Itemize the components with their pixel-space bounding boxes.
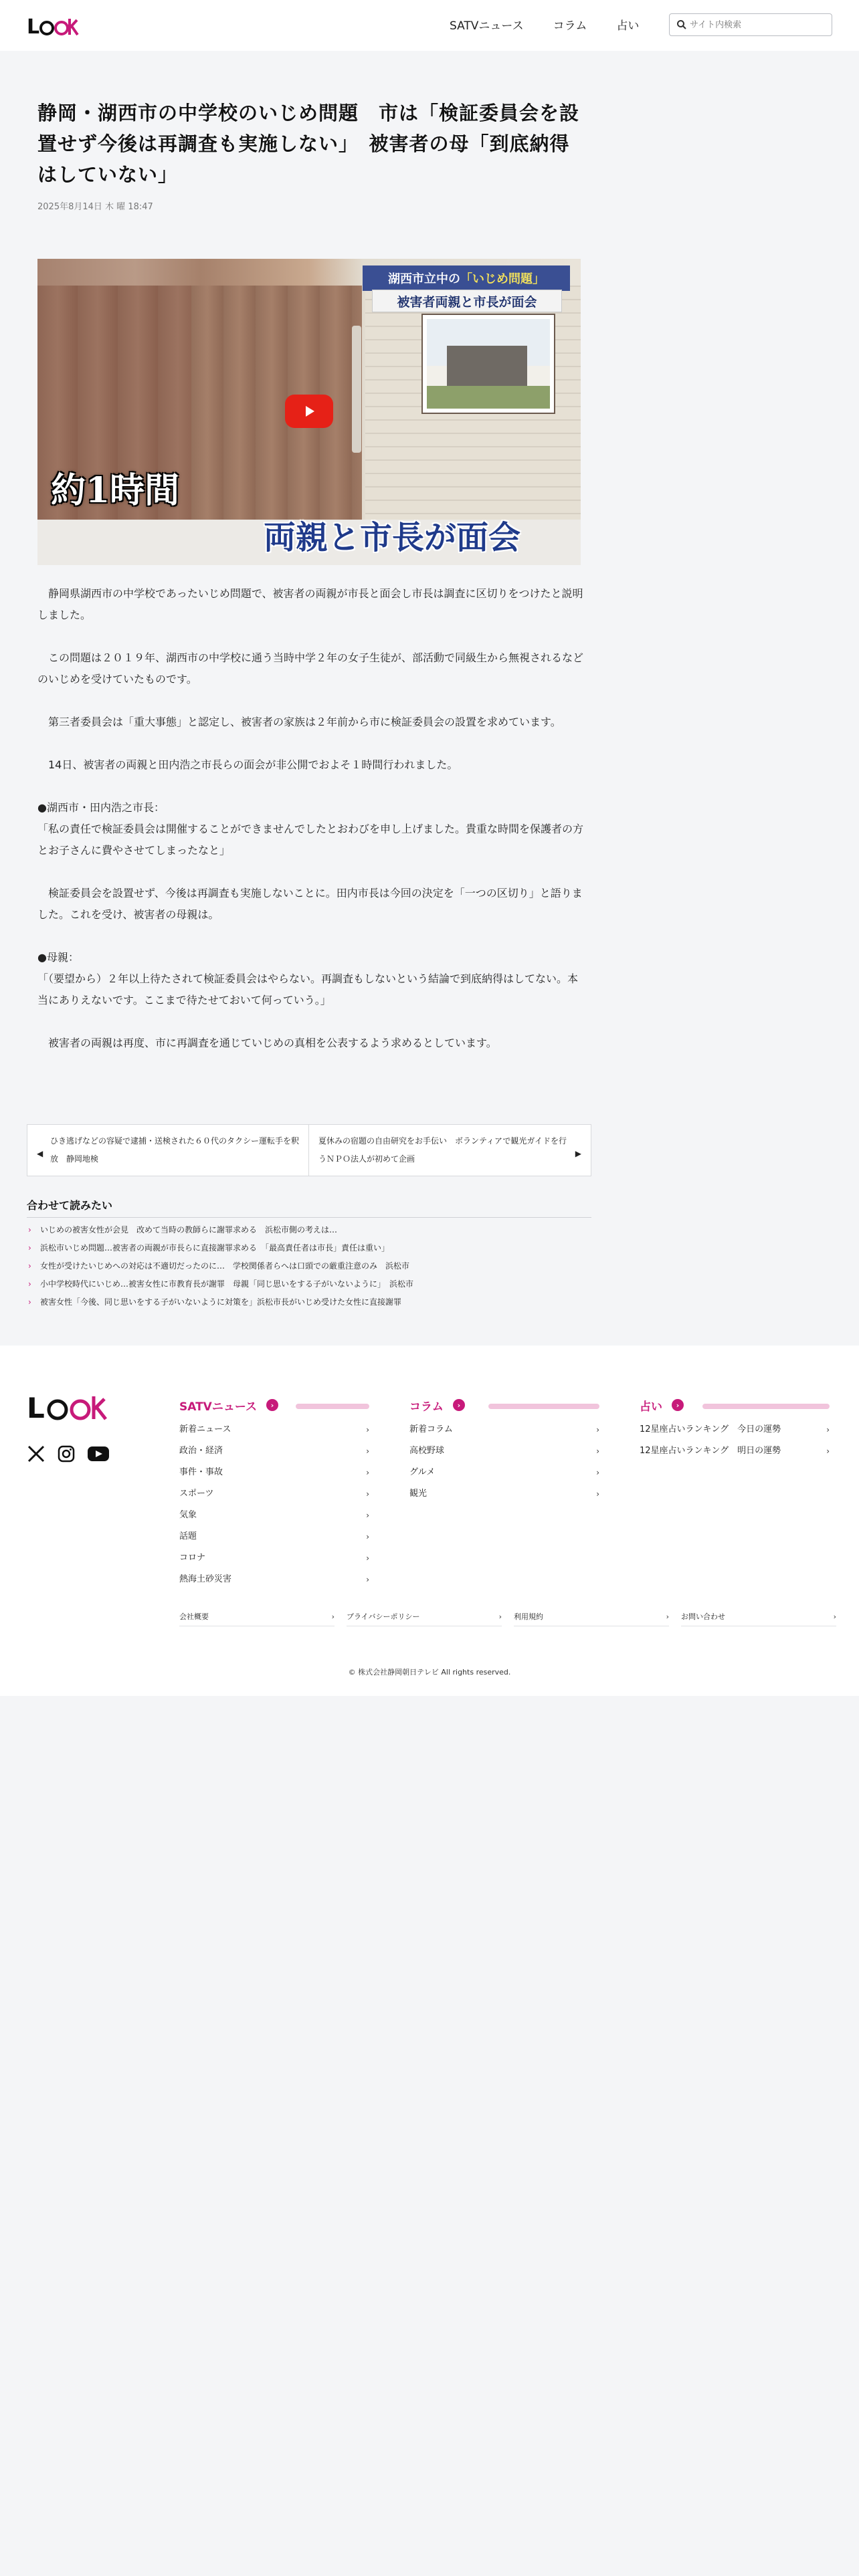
related-item-label: いじめの被害女性が会見 改めて当時の教師らに謝罪求める 浜松市側の考えは… xyxy=(40,1225,338,1235)
footer-col-heading-label: コラム xyxy=(409,1400,444,1414)
footer-bottom-label: プライバシーポリシー xyxy=(347,1612,420,1621)
chevron-right-icon: › xyxy=(826,1446,830,1456)
chevron-right-icon: › xyxy=(28,1297,31,1307)
next-article-link[interactable] xyxy=(309,1125,591,1176)
site-footer xyxy=(0,1346,859,1696)
video-door-handle xyxy=(352,326,361,453)
next-arrow-icon: ▶ xyxy=(575,1149,581,1158)
related-item-label: 小中学校時代にいじめ…被害女性に市教育長が謝罪 母親「同じ思いをする子がいないように」 浜松市 xyxy=(40,1279,414,1289)
chevron-right-icon: › xyxy=(366,1511,369,1520)
youtube-play-button[interactable] xyxy=(285,395,333,428)
footer-col-heading-label: 占い xyxy=(640,1400,662,1414)
footer-col-news xyxy=(179,1395,369,1590)
related-divider xyxy=(27,1217,591,1218)
chevron-right-icon: › xyxy=(366,1425,369,1434)
footer-col-heading[interactable] xyxy=(640,1395,830,1415)
article-paragraph: ●湖西市・田内浩之市長： 「私の責任で検証委員会は開催することができませんでしたとおわびを申し上げました。貴重な時間を保護者の方とお子さんに費やさせてしまったなと」 xyxy=(37,801,584,857)
footer-link-label: 熱海土砂災害 xyxy=(179,1574,232,1584)
footer-link[interactable] xyxy=(409,1483,599,1505)
video-caption-left: 約1時間 xyxy=(51,470,180,511)
footer-link[interactable] xyxy=(409,1419,599,1440)
video-caption-right: 両親と市長が面会 xyxy=(264,519,521,556)
search-icon xyxy=(676,19,687,30)
play-icon xyxy=(301,403,317,419)
footer-contact-link[interactable] xyxy=(681,1608,836,1626)
footer-col-fortune xyxy=(640,1395,830,1462)
footer-link-label: 気象 xyxy=(179,1510,197,1520)
footer-link-label: 話題 xyxy=(179,1531,197,1541)
video-framed-photo xyxy=(423,315,554,413)
chevron-right-icon: › xyxy=(666,1612,669,1621)
footer-link[interactable] xyxy=(179,1462,369,1483)
footer-company-link[interactable] xyxy=(179,1608,335,1626)
main-nav xyxy=(450,16,668,33)
chevron-right-icon: › xyxy=(596,1446,599,1456)
footer-link-label: 高校野球 xyxy=(409,1446,445,1456)
svg-text:L: L xyxy=(27,15,40,37)
footer-link[interactable] xyxy=(179,1505,369,1526)
chevron-right-icon: › xyxy=(498,1612,502,1621)
footer-bottom-links xyxy=(179,1608,848,1626)
chevron-right-icon: › xyxy=(28,1279,31,1289)
footer-col-column xyxy=(409,1395,599,1505)
article-paragraph: 被害者の両親は再度、市に再調査を通じていじめの真相を公表するよう求めるとしています。 xyxy=(37,1037,497,1049)
video-player[interactable] xyxy=(37,259,581,565)
related-item[interactable] xyxy=(27,1239,591,1257)
video-banner-title xyxy=(363,265,570,291)
copyright: © 株式会社静岡朝日テレビ All rights reserved. xyxy=(348,1668,511,1677)
heading-bar xyxy=(702,1404,830,1409)
related-item[interactable] xyxy=(27,1221,591,1239)
chevron-right-icon: › xyxy=(266,1399,278,1411)
article-date: 2025年8月14日 木 曜 18:47 xyxy=(37,202,153,212)
youtube-icon[interactable] xyxy=(87,1445,110,1463)
footer-link[interactable] xyxy=(179,1440,369,1462)
footer-bottom-label: お問い合わせ xyxy=(681,1612,725,1621)
footer-col-heading[interactable] xyxy=(409,1395,599,1415)
look-logo-icon xyxy=(27,15,80,37)
chevron-right-icon: › xyxy=(366,1468,369,1477)
related-heading: 合わせて読みたい xyxy=(27,1199,113,1212)
article-paragraph: この問題は２０１９年、湖西市の中学校に通う当時中学２年の女子生徒が、部活動で同級生から無視されるなどのいじめを受けていたものです。 xyxy=(37,651,584,685)
chevron-right-icon: › xyxy=(366,1553,369,1563)
footer-privacy-link[interactable] xyxy=(347,1608,502,1626)
footer-link[interactable] xyxy=(179,1483,369,1505)
chevron-right-icon: › xyxy=(833,1612,836,1621)
x-icon[interactable] xyxy=(27,1444,45,1463)
related-item[interactable] xyxy=(27,1257,591,1275)
article-paragraph: 検証委員会を設置せず、今後は再調査も実施しないことに。田内市長は今回の決定を「一つの区切り」と語りました。これを受け、被害者の母親は。 xyxy=(37,887,583,921)
footer-col-heading-label: SATVニュース xyxy=(179,1400,257,1414)
footer-link-label: スポーツ xyxy=(179,1489,214,1499)
footer-link[interactable] xyxy=(640,1419,830,1440)
chevron-right-icon: › xyxy=(826,1425,830,1434)
footer-link-label: 12星座占いランキング 今日の運勢 xyxy=(640,1424,781,1434)
next-article-title: 夏休みの宿題の自由研究をお手伝い ボランティアで観光ガイドを行うＮＰＯ法人が初めて企画 xyxy=(318,1136,567,1164)
chevron-right-icon: › xyxy=(28,1261,31,1271)
heading-bar xyxy=(488,1404,599,1409)
article-paragraph: 14日、被害者の両親と田内浩之市長らの面会が非公開でおよそ１時間行われました。 xyxy=(37,758,458,771)
prev-article-title: ひき逃げなどの容疑で逮捕・送検された６０代のタクシー運転手を釈放 静岡地検 xyxy=(50,1136,300,1164)
instagram-icon[interactable] xyxy=(58,1445,75,1463)
search-box[interactable] xyxy=(669,13,832,36)
search-input[interactable] xyxy=(690,20,824,30)
video-banner-sub: 被害者両親と市長が面会 xyxy=(372,290,562,312)
look-logo-icon xyxy=(27,1392,110,1422)
footer-link-label: 政治・経済 xyxy=(179,1446,223,1456)
article-body xyxy=(37,583,583,1075)
footer-link[interactable] xyxy=(409,1462,599,1483)
footer-logo[interactable] xyxy=(27,1392,110,1422)
related-item[interactable] xyxy=(27,1293,591,1311)
chevron-right-icon: › xyxy=(28,1225,31,1235)
footer-terms-link[interactable] xyxy=(514,1608,669,1626)
related-item-label: 女性が受けたいじめへの対応は不適切だったのに… 学校関係者らへは口頭での厳重注意のみ 浜松市 xyxy=(40,1261,410,1271)
video-banner-highlight: 「いじめ問題」 xyxy=(460,272,545,286)
chevron-right-icon: › xyxy=(366,1532,369,1541)
article-paragraph: ●母親： 「（要望から）２年以上待たされて検証委員会はやらない。再調査もしないという結論で到底納得はしてない。本当にありえないです。ここまで待たせておいて何っていう。」 xyxy=(37,951,579,1006)
footer-link-label: グルメ xyxy=(409,1467,436,1477)
footer-bottom-label: 利用規約 xyxy=(514,1612,543,1621)
video-door-right xyxy=(191,286,362,526)
svg-text:L: L xyxy=(27,1392,45,1422)
footer-link[interactable] xyxy=(179,1526,369,1547)
chevron-right-icon: › xyxy=(366,1446,369,1456)
nav-fortune[interactable]: 占い xyxy=(616,19,640,33)
related-item-label: 浜松市いじめ問題…被害者の両親が市長らに直接謝罪求める 「最高責任者は市長」責任は重い」 xyxy=(40,1243,390,1253)
footer-link-label: 事件・事故 xyxy=(179,1467,223,1477)
prev-article-link[interactable] xyxy=(27,1125,309,1176)
site-logo[interactable] xyxy=(27,15,80,37)
footer-link-label: コロナ xyxy=(179,1553,206,1563)
footer-link-label: 新着ニュース xyxy=(179,1424,231,1434)
related-item[interactable] xyxy=(27,1275,591,1293)
footer-link-label: 新着コラム xyxy=(409,1424,453,1434)
footer-bottom-label: 会社概要 xyxy=(179,1612,209,1621)
heading-bar xyxy=(296,1404,369,1409)
video-banner-prefix: 湖西市立中の xyxy=(388,272,460,286)
chevron-right-icon: › xyxy=(453,1399,465,1411)
footer-link-label: 12星座占いランキング 明日の運勢 xyxy=(640,1446,781,1456)
related-list xyxy=(27,1221,591,1311)
chevron-right-icon: › xyxy=(596,1489,599,1499)
nav-column[interactable]: コラム xyxy=(553,19,587,33)
footer-link[interactable] xyxy=(179,1547,369,1569)
article-title: 静岡・湖西市の中学校のいじめ問題 市は「検証委員会を設置せず今後は再調査も実施しない」 被害者の母「到底納得はしていない」 xyxy=(37,102,580,186)
chevron-right-icon: › xyxy=(331,1612,335,1621)
footer-link[interactable] xyxy=(409,1440,599,1462)
footer-link-label: 観光 xyxy=(409,1489,427,1499)
chevron-right-icon: › xyxy=(596,1425,599,1434)
related-item-label: 被害女性「今後、同じ思いをする子がいないように対策を」浜松市長がいじめ受けた女性に直接謝罪 xyxy=(40,1297,402,1307)
footer-link[interactable] xyxy=(179,1569,369,1590)
chevron-right-icon: › xyxy=(596,1468,599,1477)
article-pager xyxy=(27,1124,591,1176)
article-paragraph: 静岡県湖西市の中学校であったいじめ問題で、被害者の両親が市長と面会し市長は調査に区切りをつけたと説明しました。 xyxy=(37,587,583,621)
chevron-right-icon: › xyxy=(366,1575,369,1584)
footer-col-heading[interactable] xyxy=(179,1395,369,1415)
article-paragraph: 第三者委員会は「重大事態」と認定し、被害者の家族は２年前から市に検証委員会の設置を求めています。 xyxy=(37,716,561,728)
footer-link[interactable] xyxy=(179,1419,369,1440)
prev-arrow-icon: ◀ xyxy=(37,1149,43,1158)
chevron-right-icon: › xyxy=(28,1243,31,1253)
site-header xyxy=(0,0,859,51)
chevron-right-icon: › xyxy=(672,1399,684,1411)
chevron-right-icon: › xyxy=(366,1489,369,1499)
social-links xyxy=(27,1444,110,1463)
nav-satv-news[interactable]: SATVニュース xyxy=(450,19,524,33)
footer-link[interactable] xyxy=(640,1440,830,1462)
